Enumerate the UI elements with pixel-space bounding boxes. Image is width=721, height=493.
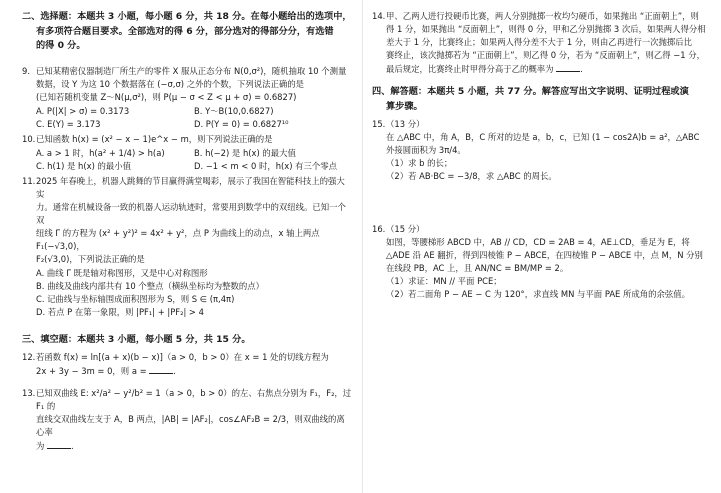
question-number: 13. [22, 388, 36, 398]
option-b: B. Y～B(10,0.6827) [194, 105, 274, 116]
answer-blank [149, 364, 173, 374]
option-d: D. −1 < m < 0 时，h(x) 有三个零点 [194, 160, 338, 171]
question-number: 9. [22, 65, 30, 76]
option-a: A. 曲线 Γ 既是轴对称图形，又是中心对称图形 [36, 267, 208, 278]
option-d: D. 若点 P 在第一象限，则 |PF₁| + |PF₂| > 4 [36, 306, 204, 317]
subquestion-2: （2）若二面角 P − AE − C 为 120°，求直线 MN 与平面 PAE 所成角的余弦值。 [386, 289, 691, 299]
question-number: 12. [22, 352, 36, 362]
question-10: 10. 已知函数 h(x) = (x² − x − 1)e^x − m，则下列说法正确的是 A. a > 1 时，h(a² + 1/4) > h(a) B. h(−2) 是 h(x) 的最大值 C. h(1) 是 h(x) 的最小值 D. −1 < m < 0 时，h(x) 有三个零点 [22, 133, 352, 173]
question-13: 13. 已知双曲线 E: x²/a² − y²/b² = 1（a > 0，b > 0）的左、右焦点分别为 F₁，F₂，过 F₁ 的 直线交双曲线左支于 A，B 两点，|AB| = |AF₂|，cos∠AF₂B = 2/3，则双曲线的离心率 为 . [22, 388, 352, 451]
option-a: A. a > 1 时，h(a² + 1/4) > h(a) [36, 147, 165, 158]
question-15: 15. （13 分） 在 △ABC 中，角 A，B，C 所对的边是 a，b，c，已知 (1 − cos2A)b = a²，△ABC 外接圆面积为 3π/4。 （1）求 b 的长； （2）若 AB·BC = −3/8，求 △ABC 的周长。 [372, 118, 707, 183]
question-11-options [22, 267, 352, 319]
question-9-options [22, 105, 352, 131]
question-number: 15. [372, 119, 386, 129]
subquestion-2: （2）若 AB·BC = −3/8，求 △ABC 的周长。 [386, 171, 557, 181]
question-9: 9. 已知某精密仪器制造厂所生产的零件 X 服从正态分布 N(0,σ²)，随机抽取 10 个测量 数据，设 Y 为这 10 个数据落在 (−σ,σ) 之外的个数，下列说法正确的是 (已知若随机变量 Z～N(μ,σ²)，则 P(μ − σ < Z < μ + σ) = 0.6827) A. P(|X| > σ) = 0.3173 B. Y～B(10,0.6827) C. E(Y) = 3.173 D. P(Y = 0) = 0.6827¹⁰ [22, 65, 352, 131]
answer-blank [556, 62, 580, 72]
section-3-header: 三、填空题：本题共 3 小题，每小题 5 分，共 15 分。 [22, 333, 251, 345]
subquestion-1: （1）求证：MN // 平面 PCE； [386, 276, 502, 286]
option-c: C. h(1) 是 h(x) 的最小值 [36, 160, 132, 171]
question-12: 12. 若函数 f(x) = ln[(a + x)(b − x)]（a > 0，b > 0）在 x = 1 处的切线方程为 2x + 3y − 3m = 0，则 a = . [22, 352, 329, 376]
option-c: C. E(Y) = 3.173 [36, 118, 101, 129]
option-b: B. 曲线及曲线内部共有 10 个整点（横纵坐标均为整数的点） [36, 280, 265, 291]
option-c: C. 记曲线与坐标轴围成面积图形为 S，则 S ∈ (π,4π) [36, 293, 235, 304]
question-number: 14. [372, 11, 386, 21]
question-11: 11. 2025 年春晚上，机器人跳舞的节目赢得满堂喝彩，展示了我国在智能科技上的强大实 力。通常在机械设备一致的机器人运动轨迹时，常要用到数学中的双纽线。已知一个双 纽线 Γ 的方程为 (x² + y²)² = 4x² + y²，点 P 为曲线上的动点，x 轴上两点 F₁(−√3,0)， F₂(√3,0)，下列说法正确的是 A. 曲线 Γ 既是轴对称图形，又是中心对称图形 B. 曲线及曲线内部共有 10 个整点（横纵坐标均为整数的点） C. 记曲线与坐标轴围成面积图形为 S，则 S ∈ (π,4π) D. 若点 P 在第一象限，则 |PF₁| + |PF₂| > 4 [22, 175, 352, 319]
section-4-header: 四、解答题：本题共 5 小题，共 77 分。解答应写出文字说明、证明过程或演 算步骤。 [372, 86, 689, 112]
question-10-options [22, 147, 352, 173]
question-14: 14. 甲、乙两人进行投硬币比赛，两人分别抛掷一枚均匀硬币，如果抛出 “正面朝上”，则 得 1 分，如果抛出 “反面朝上”，则得 0 分，甲和乙分别抛掷 3 次后，如果两人得分相 差大于 1 分，比赛终止；如果两人得分差不大于 1 分，则由乙再进行一次抛掷后比 赛终止，该次抛掷若为 “正面朝上”，则乙得 0 分，若为 “反面朝上”，则乙得 −1 分， 最后规定，比赛终止时甲得分高于乙的概率为 . [372, 11, 706, 74]
question-number: 10. [22, 133, 36, 144]
question-score: （15 分） [386, 224, 425, 234]
right-column [372, 10, 707, 303]
answer-blank [47, 439, 71, 449]
option-d: D. P(Y = 0) = 0.6827¹⁰ [194, 118, 289, 129]
section-2-header: 二、选择题：本题共 3 小题，每小题 6 分，共 18 分。在每小题给出的选项中， 有多项符合题目要求。全部选对的得 6 分，部分选对的得部分分，有选错 的得 0 分。 [22, 11, 352, 51]
subquestion-1: （1）求 b 的长； [386, 158, 453, 168]
question-score: （13 分） [386, 119, 425, 129]
question-number: 16. [372, 224, 386, 234]
option-b: B. h(−2) 是 h(x) 的最大值 [194, 147, 296, 158]
option-a: A. P(|X| > σ) = 0.3173 [36, 105, 130, 116]
left-column [22, 10, 352, 455]
question-16: 16. （15 分） 如图，等腰梯形 ABCD 中，AB // CD，CD = 2AB = 4，AE⊥CD，垂足为 E，将 △ADE 沿 AE 翻折，得到四棱锥 P − ABCE，在四棱锥 P − ABCE 中，点 M，N 分别 在线段 PB，AC 上，且 AN/NC = BM/MP = 2。 （1）求证：MN // 平面 PCE； （2）若二面角 P − AE − C 为 120°，求直线 MN 与平面 PAE 所成角的余弦值。 [372, 223, 707, 301]
column-divider [362, 0, 363, 493]
question-number: 11. [22, 175, 36, 186]
